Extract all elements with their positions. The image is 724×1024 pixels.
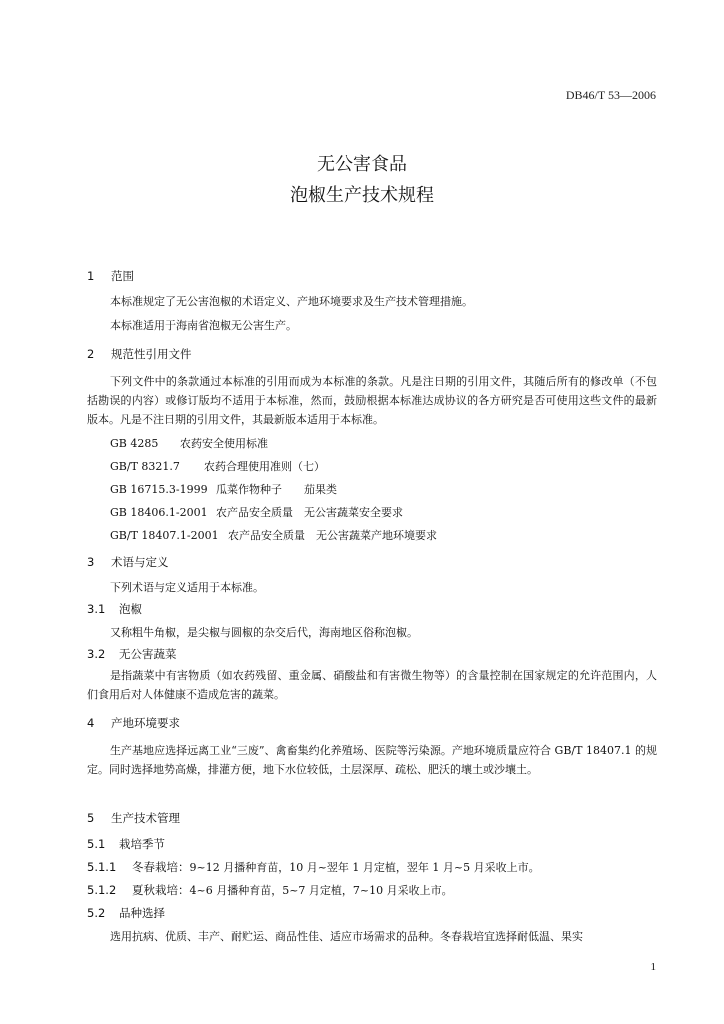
section-number: 3.1	[87, 602, 106, 616]
section-5-1-heading	[87, 836, 165, 852]
section-5-2-heading	[87, 905, 165, 921]
section-2-heading	[87, 346, 192, 362]
section-title: 冬春栽培：	[132, 860, 190, 874]
section-text: 4~6 月播种育苗，5~7 月定植，7~10 月采收上市。	[189, 884, 453, 897]
reference-title: 农药合理使用准则（七）	[204, 460, 325, 473]
section-1-para-1: 本标准规定了无公害泡椒的术语定义、产地环境要求及生产技术管理措施。	[110, 295, 473, 308]
section-number: 5.1.2	[87, 883, 117, 897]
section-title: 栽培季节	[119, 837, 165, 851]
reference-code: GB/T 18407.1-2001	[110, 529, 219, 542]
section-5-1-2	[87, 882, 453, 898]
section-title: 规范性引用文件	[111, 347, 192, 361]
section-1-heading	[87, 268, 134, 284]
section-3-1-heading	[87, 601, 142, 617]
section-3-heading	[87, 554, 169, 570]
section-title: 夏秋栽培：	[132, 883, 190, 897]
section-title: 范围	[111, 269, 134, 283]
section-number: 5.1	[87, 837, 106, 851]
section-number: 3.2	[87, 647, 106, 661]
section-number: 4	[87, 716, 95, 730]
reference-item	[110, 481, 337, 497]
section-4-para: 生产基地应选择远离工业“三废”、禽畜集约化养殖场、医院等污染源。产地环境质量应符合 GB/T 18407.1 的规定。同时选择地势高燥，排灌方便，地下水位较低，土层深厚、疏松、肥沃的壤土或沙壤土。	[87, 744, 657, 776]
section-title: 生产技术管理	[111, 811, 180, 825]
section-text: 9~12 月播种育苗，10 月~翌年 1 月定植，翌年 1 月~5 月采收上市。	[189, 861, 540, 874]
section-5-1-1	[87, 859, 540, 875]
section-number: 5	[87, 811, 95, 825]
section-1-para-2: 本标准适用于海南省泡椒无公害生产。	[110, 319, 297, 332]
reference-item	[110, 458, 325, 474]
section-number: 5.1.1	[87, 860, 117, 874]
section-4-heading	[87, 715, 180, 731]
section-3-1-para: 又称粗牛角椒，是尖椒与圆椒的杂交后代，海南地区俗称泡椒。	[110, 626, 418, 639]
reference-title: 农产品安全质量 无公害蔬菜安全要求	[216, 506, 403, 519]
section-3-2-heading	[87, 646, 177, 662]
reference-code: GB 16715.3-1999	[110, 483, 208, 496]
reference-item	[110, 527, 437, 543]
doc-number: DB46/T 53—2006	[565, 88, 656, 102]
section-title: 产地环境要求	[111, 716, 180, 730]
section-2-para-1: 下列文件中的条款通过本标准的引用而成为本标准的条款。凡是注日期的引用文件，其随后所有的修改单（不包括勘误的内容）或修订版均不适用于本标准，然而，鼓励根据本标准达成协议的各方研究是否可使用这些文件的最新版本。凡是不注日期的引用文件，其最新版本适用于本标准。	[87, 375, 657, 426]
reference-title: 农产品安全质量 无公害蔬菜产地环境要求	[228, 529, 437, 542]
reference-code: GB 18406.1-2001	[110, 506, 208, 519]
reference-code: GB/T 8321.7	[110, 460, 180, 473]
section-5-heading	[87, 810, 180, 826]
reference-title: 农药安全使用标准	[180, 437, 268, 450]
section-5-2-para: 选用抗病、优质、丰产、耐贮运、商品性佳、适应市场需求的品种。冬春栽培宜选择耐低温、果实	[110, 930, 583, 943]
section-number: 3	[87, 555, 95, 569]
section-title: 泡椒	[119, 602, 142, 616]
reference-title: 瓜菜作物种子 茄果类	[216, 483, 337, 496]
section-title: 品种选择	[119, 906, 165, 920]
section-number: 5.2	[87, 906, 106, 920]
reference-item	[110, 504, 403, 520]
page-number: 1	[650, 961, 656, 973]
section-number: 1	[87, 269, 95, 283]
section-3-2-para: 是指蔬菜中有害物质（如农药残留、重金属、硝酸盐和有害微生物等）的含量控制在国家规定的允许范围内，人们食用后对人体健康不造成危害的蔬菜。	[87, 669, 657, 701]
title-line-1: 无公害食品	[317, 154, 407, 175]
section-number: 2	[87, 347, 95, 361]
title-line-2: 泡椒生产技术规程	[290, 185, 434, 206]
reference-code: GB 4285	[110, 437, 159, 450]
reference-item	[110, 435, 268, 451]
section-3-para-1: 下列术语与定义适用于本标准。	[110, 581, 264, 594]
section-title: 无公害蔬菜	[119, 647, 177, 661]
section-title: 术语与定义	[111, 555, 169, 569]
